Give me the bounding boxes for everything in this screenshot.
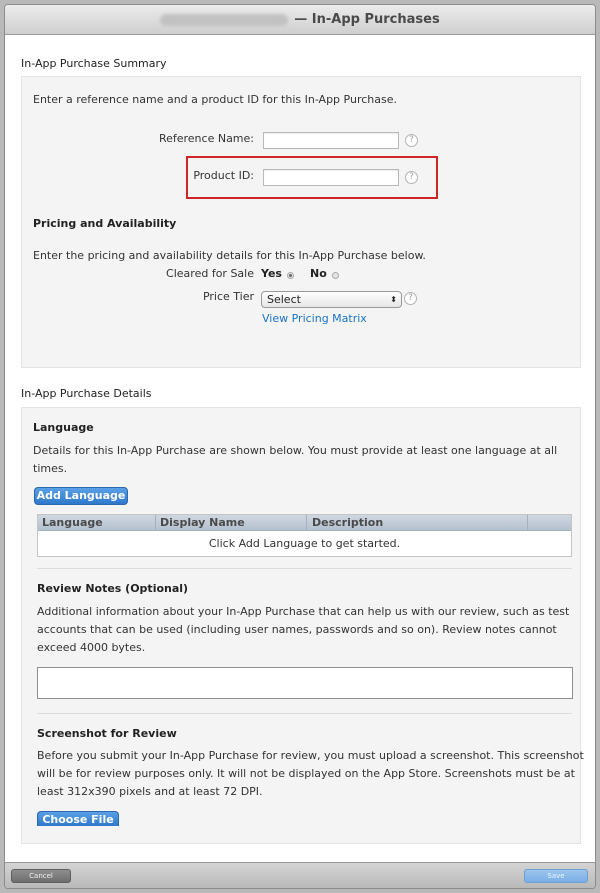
price-tier-label: Price Tier: [202, 290, 254, 303]
review-notes-desc-line1: Additional information about your In-App Purchase that can help us with our review, such as test: [37, 605, 570, 618]
cleared-no-label: No: [310, 267, 327, 280]
add-language-button[interactable]: Add Language: [34, 487, 128, 505]
screenshot-desc-line3: least 312x390 pixels and at least 72 DPI.: [37, 785, 263, 798]
window-titlebar: [5, 5, 595, 35]
review-notes-desc-line2: accounts that can be used (including user names, passwords and so on). Review notes cannot: [37, 623, 557, 636]
column-header-language[interactable]: Language: [42, 516, 103, 529]
in-app-purchase-dialog: [4, 4, 596, 889]
save-button[interactable]: Save: [524, 869, 588, 883]
column-separator: [306, 515, 307, 531]
product-id-label: Product ID:: [193, 169, 254, 182]
price-tier-selected-value: Select: [267, 293, 301, 306]
dialog-footer: [5, 862, 595, 888]
window-title: — In-App Purchases: [294, 12, 440, 27]
column-separator: [527, 515, 528, 531]
pricing-intro: Enter the pricing and availability details for this In-App Purchase below.: [33, 249, 426, 262]
choose-file-button[interactable]: Choose File: [37, 811, 119, 826]
language-table-empty-message: Click Add Language to get started.: [208, 537, 401, 550]
cancel-button[interactable]: Cancel: [11, 869, 71, 883]
review-notes-textarea[interactable]: [37, 667, 573, 699]
column-header-display-name[interactable]: Display Name: [160, 516, 245, 529]
details-heading: In-App Purchase Details: [21, 387, 152, 400]
language-heading: Language: [33, 421, 94, 434]
pricing-heading: Pricing and Availability: [33, 217, 177, 230]
summary-intro: Enter a reference name and a product ID for this In-App Purchase.: [33, 93, 397, 106]
select-arrows-icon: ⬍: [390, 295, 397, 304]
cleared-yes-label: Yes: [261, 267, 282, 280]
cleared-for-sale-label: Cleared for Sale: [166, 267, 254, 280]
product-id-highlight: [186, 156, 438, 199]
summary-heading: In-App Purchase Summary: [21, 57, 167, 70]
review-notes-heading: Review Notes (Optional): [37, 582, 189, 595]
summary-panel: [21, 76, 581, 368]
section-divider: [37, 713, 572, 714]
product-id-help-icon[interactable]: ?: [405, 171, 418, 184]
column-separator: [155, 515, 156, 531]
language-table-header: [38, 515, 571, 531]
language-intro-line2: times.: [33, 462, 68, 475]
cleared-yes-radio[interactable]: [287, 272, 294, 279]
app-name-redacted: [160, 14, 288, 26]
screenshot-desc-line1: Before you submit your In-App Purchase for review, you must upload a screenshot. This screenshot: [37, 749, 584, 762]
review-notes-desc-line3: exceed 4000 bytes.: [37, 641, 146, 654]
price-tier-help-icon[interactable]: ?: [404, 292, 417, 305]
language-table: [37, 514, 572, 557]
view-pricing-matrix-link[interactable]: View Pricing Matrix: [262, 312, 367, 325]
screenshot-desc-line2: will be for review purposes only. It will not be displayed on the App Store. Screenshots must be at: [37, 767, 575, 780]
language-intro-line1: Details for this In-App Purchase are shown below. You must provide at least one language at all: [33, 444, 558, 457]
reference-name-input[interactable]: [263, 132, 399, 149]
column-header-description[interactable]: Description: [312, 516, 384, 529]
price-tier-select[interactable]: [261, 291, 402, 308]
reference-name-help-icon[interactable]: ?: [405, 134, 418, 147]
section-divider: [37, 568, 572, 569]
reference-name-label: Reference Name:: [158, 132, 254, 145]
screenshot-heading: Screenshot for Review: [37, 727, 177, 740]
cleared-no-radio[interactable]: [332, 272, 339, 279]
